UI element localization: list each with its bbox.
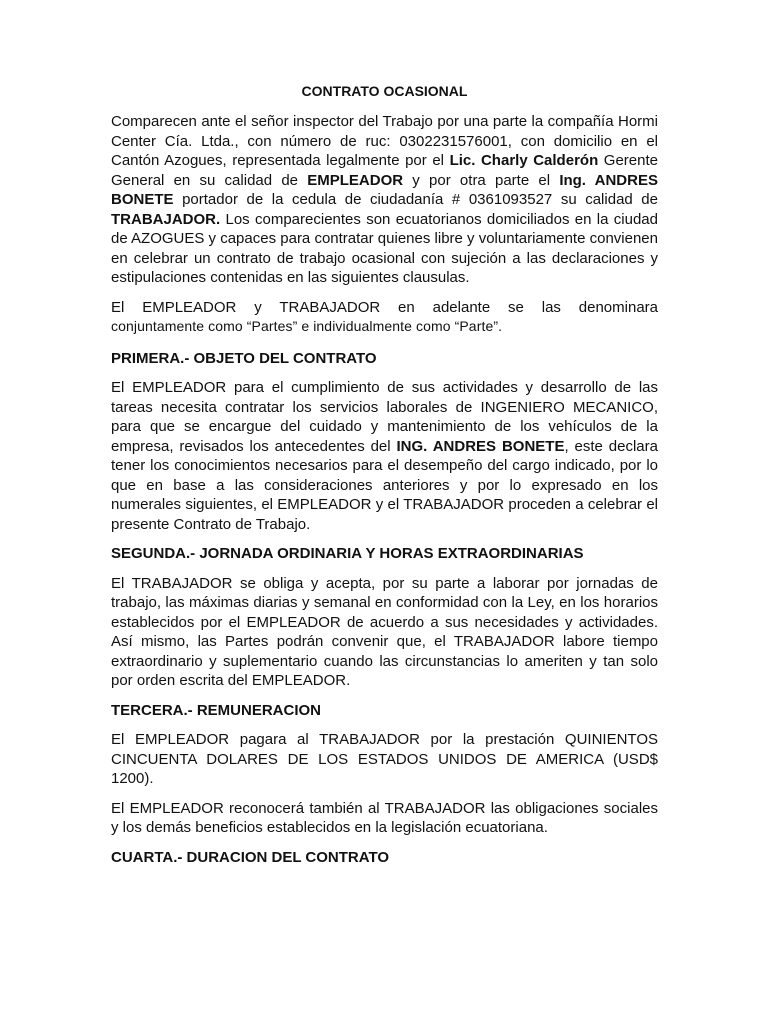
intro-paragraph: Comparecen ante el señor inspector del Trabajo por una parte la compañía Hormi Center Cía. Ltda., con número de ruc: 0302231576001, con domicilio en el Cantón Azogues, representada legalmente por el Lic. Charly Calderón Gerente General en su calidad de EMPLEADOR y por otra parte el Ing. ANDRES BONETE portador de la cedula de ciudadanía # 0361093527 su calidad de TRABAJADOR. Los comparecientes son ecuatorianos domiciliados en la ciudad de AZOGUES y capaces para contratar quienes libre y voluntariamente convienen en celebrar un contrato de trabajo ocasional con sujeción a las declaraciones y estipulaciones contenidas en las siguientes clausulas. — [111, 113, 658, 286]
tercera-paragraph-2: El EMPLEADOR reconocerá también al TRABAJADOR las obligaciones sociales y los demás beneficios establecidos en la legislación ecuatoriana. — [111, 799, 658, 836]
partes-paragraph: El EMPLEADOR y TRABAJADOR en adelante se las denominara conjuntamente como “Partes” e individualmente como “Parte”. — [111, 298, 658, 334]
tercera-heading: TERCERA.- REMUNERACION — [111, 701, 321, 719]
document-title: CONTRATO OCASIONAL — [301, 83, 468, 99]
document-page — [111, 82, 658, 877]
tercera-paragraph-1: El EMPLEADOR pagara al TRABAJADOR por la prestación QUINIENTOS CINCUENTA DOLARES DE LOS ESTADOS UNIDOS DE AMERICA (USD$ 1200). — [111, 731, 658, 787]
segunda-heading: SEGUNDA.- JORNADA ORDINARIA Y HORAS EXTRAORDINARIAS — [111, 545, 584, 562]
primera-heading: PRIMERA.- OBJETO DEL CONTRATO — [111, 349, 377, 367]
cuarta-heading: CUARTA.- DURACION DEL CONTRATO — [111, 848, 390, 866]
primera-paragraph: El EMPLEADOR para el cumplimiento de sus actividades y desarrollo de las tareas necesita contratar los servicios laborales de INGENIERO MECANICO, para que se encargue del cuidado y mantenimiento de los vehículos de la empresa, revisados los antecedentes del ING. ANDRES BONETE, este declara tener los conocimientos necesarios para el desempeño del cargo indicado, por lo que en base a las consideraciones anteriores y por lo expresado en los numerales siguientes, el EMPLEADOR y el TRABAJADOR proceden a celebrar el presente Contrato de Trabajo. — [111, 379, 658, 533]
segunda-paragraph: El TRABAJADOR se obliga y acepta, por su parte a laborar por jornadas de trabajo, las máximas diarias y semanal en conformidad con la Ley, en los horarios establecidos por el EMPLEADOR de acuerdo a sus necesidades y actividades. Así mismo, las Partes podrán convenir que, el TRABAJADOR labore tiempo extraordinario y suplementario cuando las circunstancias lo ameriten y tan solo por orden escrita del EMPLEADOR. — [111, 574, 658, 689]
